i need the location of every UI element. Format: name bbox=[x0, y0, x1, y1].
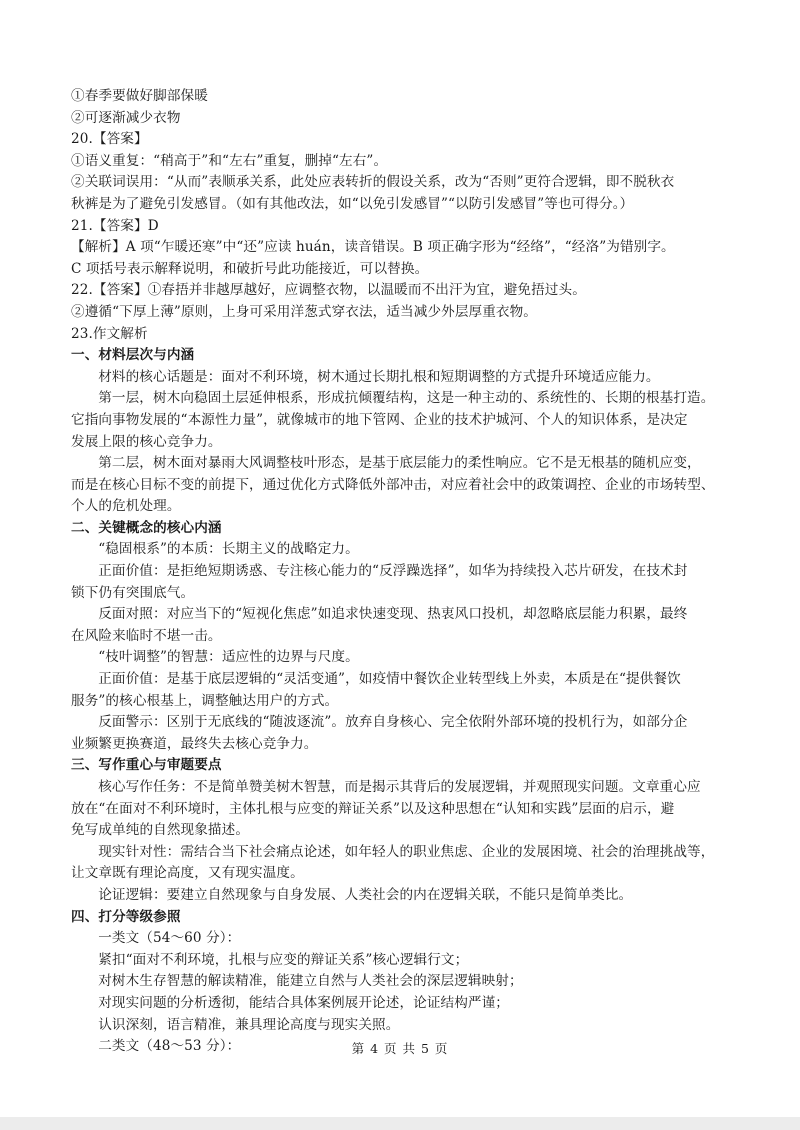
paragraph-line: 核心写作任务：不是简单赞美树木智慧，而是揭示其背后的发展逻辑，并观照现实问题。文章重心应 bbox=[98, 779, 701, 795]
paragraph-line: “枝叶调整”的智慧：适应性的边界与尺度。 bbox=[98, 649, 359, 666]
grade-heading: 一类文（54～60 分）： bbox=[98, 930, 241, 947]
paragraph-line: 发展上限的核心竞争力。 bbox=[71, 433, 222, 450]
paragraph-line: 对树木生存智慧的解读精准，能建立自然与人类社会的深层逻辑映射； bbox=[98, 973, 523, 990]
section-heading: 三、写作重心与审题要点 bbox=[71, 757, 222, 774]
text-line: ①语义重复：“稍高于”和“左右”重复，删掉“左右”。 bbox=[71, 152, 388, 169]
paragraph-line: 正面价值：是拒绝短期诱惑、专注核心能力的“反浮躁选择”，如华为持续投入芯片研发，在技术封 bbox=[98, 563, 688, 580]
section-heading: 二、关键概念的核心内涵 bbox=[71, 519, 222, 536]
paragraph-line: 个人的危机处理。 bbox=[71, 498, 181, 515]
answer-heading: 21.【答案】D bbox=[71, 217, 159, 234]
paragraph-line: 第一层，树木向稳固土层延伸根系，形成抗倾覆结构，这是一种主动的、系统性的、长期的根基打造。 bbox=[98, 390, 715, 407]
answer-heading: 22.【答案】①春捂并非越厚越好，应调整衣物，以温暖而不出汗为宜，避免捂过头。 bbox=[71, 282, 586, 299]
paragraph-line: 正面价值：是基于底层逻辑的“灵活变通”，如疫情中餐饮企业转型线上外卖，本质是在“提供餐饮 bbox=[98, 671, 681, 688]
paragraph-line: 它指向事物发展的“本源性力量”，就像城市的地下管网、企业的技术护城河、个人的知识体系，是决定 bbox=[71, 411, 688, 428]
answer-heading: 20.【答案】 bbox=[71, 131, 148, 148]
paragraph-line: 第二层，树木面对暴雨大风调整枝叶形态，是基于底层能力的柔性响应。它不是无根基的随机应变， bbox=[98, 455, 701, 472]
document-body bbox=[71, 86, 737, 1058]
paragraph-line: 免写成单纯的自然现象描述。 bbox=[71, 822, 250, 839]
paragraph-line: 业频繁更换赛道，最终失去核心竞争力。 bbox=[71, 735, 318, 752]
paragraph-line: 对现实问题的分析透彻，能结合具体案例展开论述，论证结构严谨； bbox=[98, 994, 509, 1011]
paragraph-line: 让文章既有理论高度，又有现实温度。 bbox=[71, 865, 304, 882]
text-line: ①春季要做好脚部保暖 bbox=[71, 88, 208, 104]
section-heading: 四、打分等级参照 bbox=[71, 908, 181, 925]
paragraph-line: 放在“在面对不利环境时，主体扎根与应变的辩证关系”以及这种思想在“认知和实践”层面的启示，避 bbox=[71, 800, 675, 817]
text-line: C 项括号表示解释说明，和破折号此功能接近，可以替换。 bbox=[71, 260, 429, 277]
paragraph-line: 论证逻辑：要建立自然现象与自身发展、人类社会的内在逻辑关联，不能只是简单类比。 bbox=[98, 886, 633, 903]
text-line: 【解析】A 项“乍暖还寒”中“还”应读 huán，读音错误。B 项正确字形为“经络”，“经洛”为错别字。 bbox=[71, 239, 675, 256]
text-line: 秋裤是为了避免引发感冒。（如有其他改法，如“以免引发感冒”“以防引发感冒”等也可得分。） bbox=[71, 195, 634, 212]
essay-heading: 23.作文解析 bbox=[71, 325, 148, 342]
paragraph-line: 反面对照：对应当下的“短视化焦虑”如追求快速变现、热衷风口投机，却忽略底层能力积累，最终 bbox=[98, 606, 688, 623]
paragraph-line: 现实针对性：需结合当下社会痛点论述，如年轻人的职业焦虑、企业的发展困境、社会的治理挑战等， bbox=[98, 843, 715, 860]
text-line: ②遵循“下厚上薄”原则，上身可采用洋葱式穿衣法，适当减少外层厚重衣物。 bbox=[71, 303, 537, 320]
section-heading: 一、材料层次与内涵 bbox=[71, 347, 195, 364]
paragraph-line: 而是在核心目标不变的前提下，通过优化方式降低外部冲击，对应着社会中的政策调控、企业的市场转型、 bbox=[71, 476, 715, 493]
text-line: ②可逐渐减少衣物 bbox=[71, 109, 181, 126]
paragraph-line: “稳固根系”的本质：长期主义的战略定力。 bbox=[98, 541, 359, 558]
text-line: ②关联词误用：“从而”表顺承关系，此处应表转折的假设关系，改为“否则”更符合逻辑，即不脱秋衣 bbox=[71, 174, 675, 191]
paragraph-line: 紧扣“面对不利环境，扎根与应变的辩证关系”核心逻辑行文； bbox=[98, 951, 469, 968]
paragraph-line: 锁下仍有突围底气。 bbox=[71, 584, 195, 601]
paragraph-line: 认识深刻，语言精准，兼具理论高度与现实关照。 bbox=[98, 1016, 400, 1033]
bottom-divider bbox=[0, 1117, 800, 1130]
grade-heading: 二类文（48～53 分）： bbox=[98, 1038, 241, 1055]
paragraph-line: 在风险来临时不堪一击。 bbox=[71, 627, 222, 644]
page-number: 第 4 页 共 5 页 bbox=[351, 1041, 449, 1056]
paragraph-line: 服务”的核心根基上，调整触达用户的方式。 bbox=[71, 692, 339, 709]
paragraph-line: 材料的核心话题是：面对不利环境，树木通过长期扎根和短期调整的方式提升环境适应能力。 bbox=[98, 368, 660, 385]
paragraph-line: 反面警示：区别于无底线的“随波逐流”。放弃自身核心、完全依附外部环境的投机行为，如部分企 bbox=[98, 714, 688, 731]
